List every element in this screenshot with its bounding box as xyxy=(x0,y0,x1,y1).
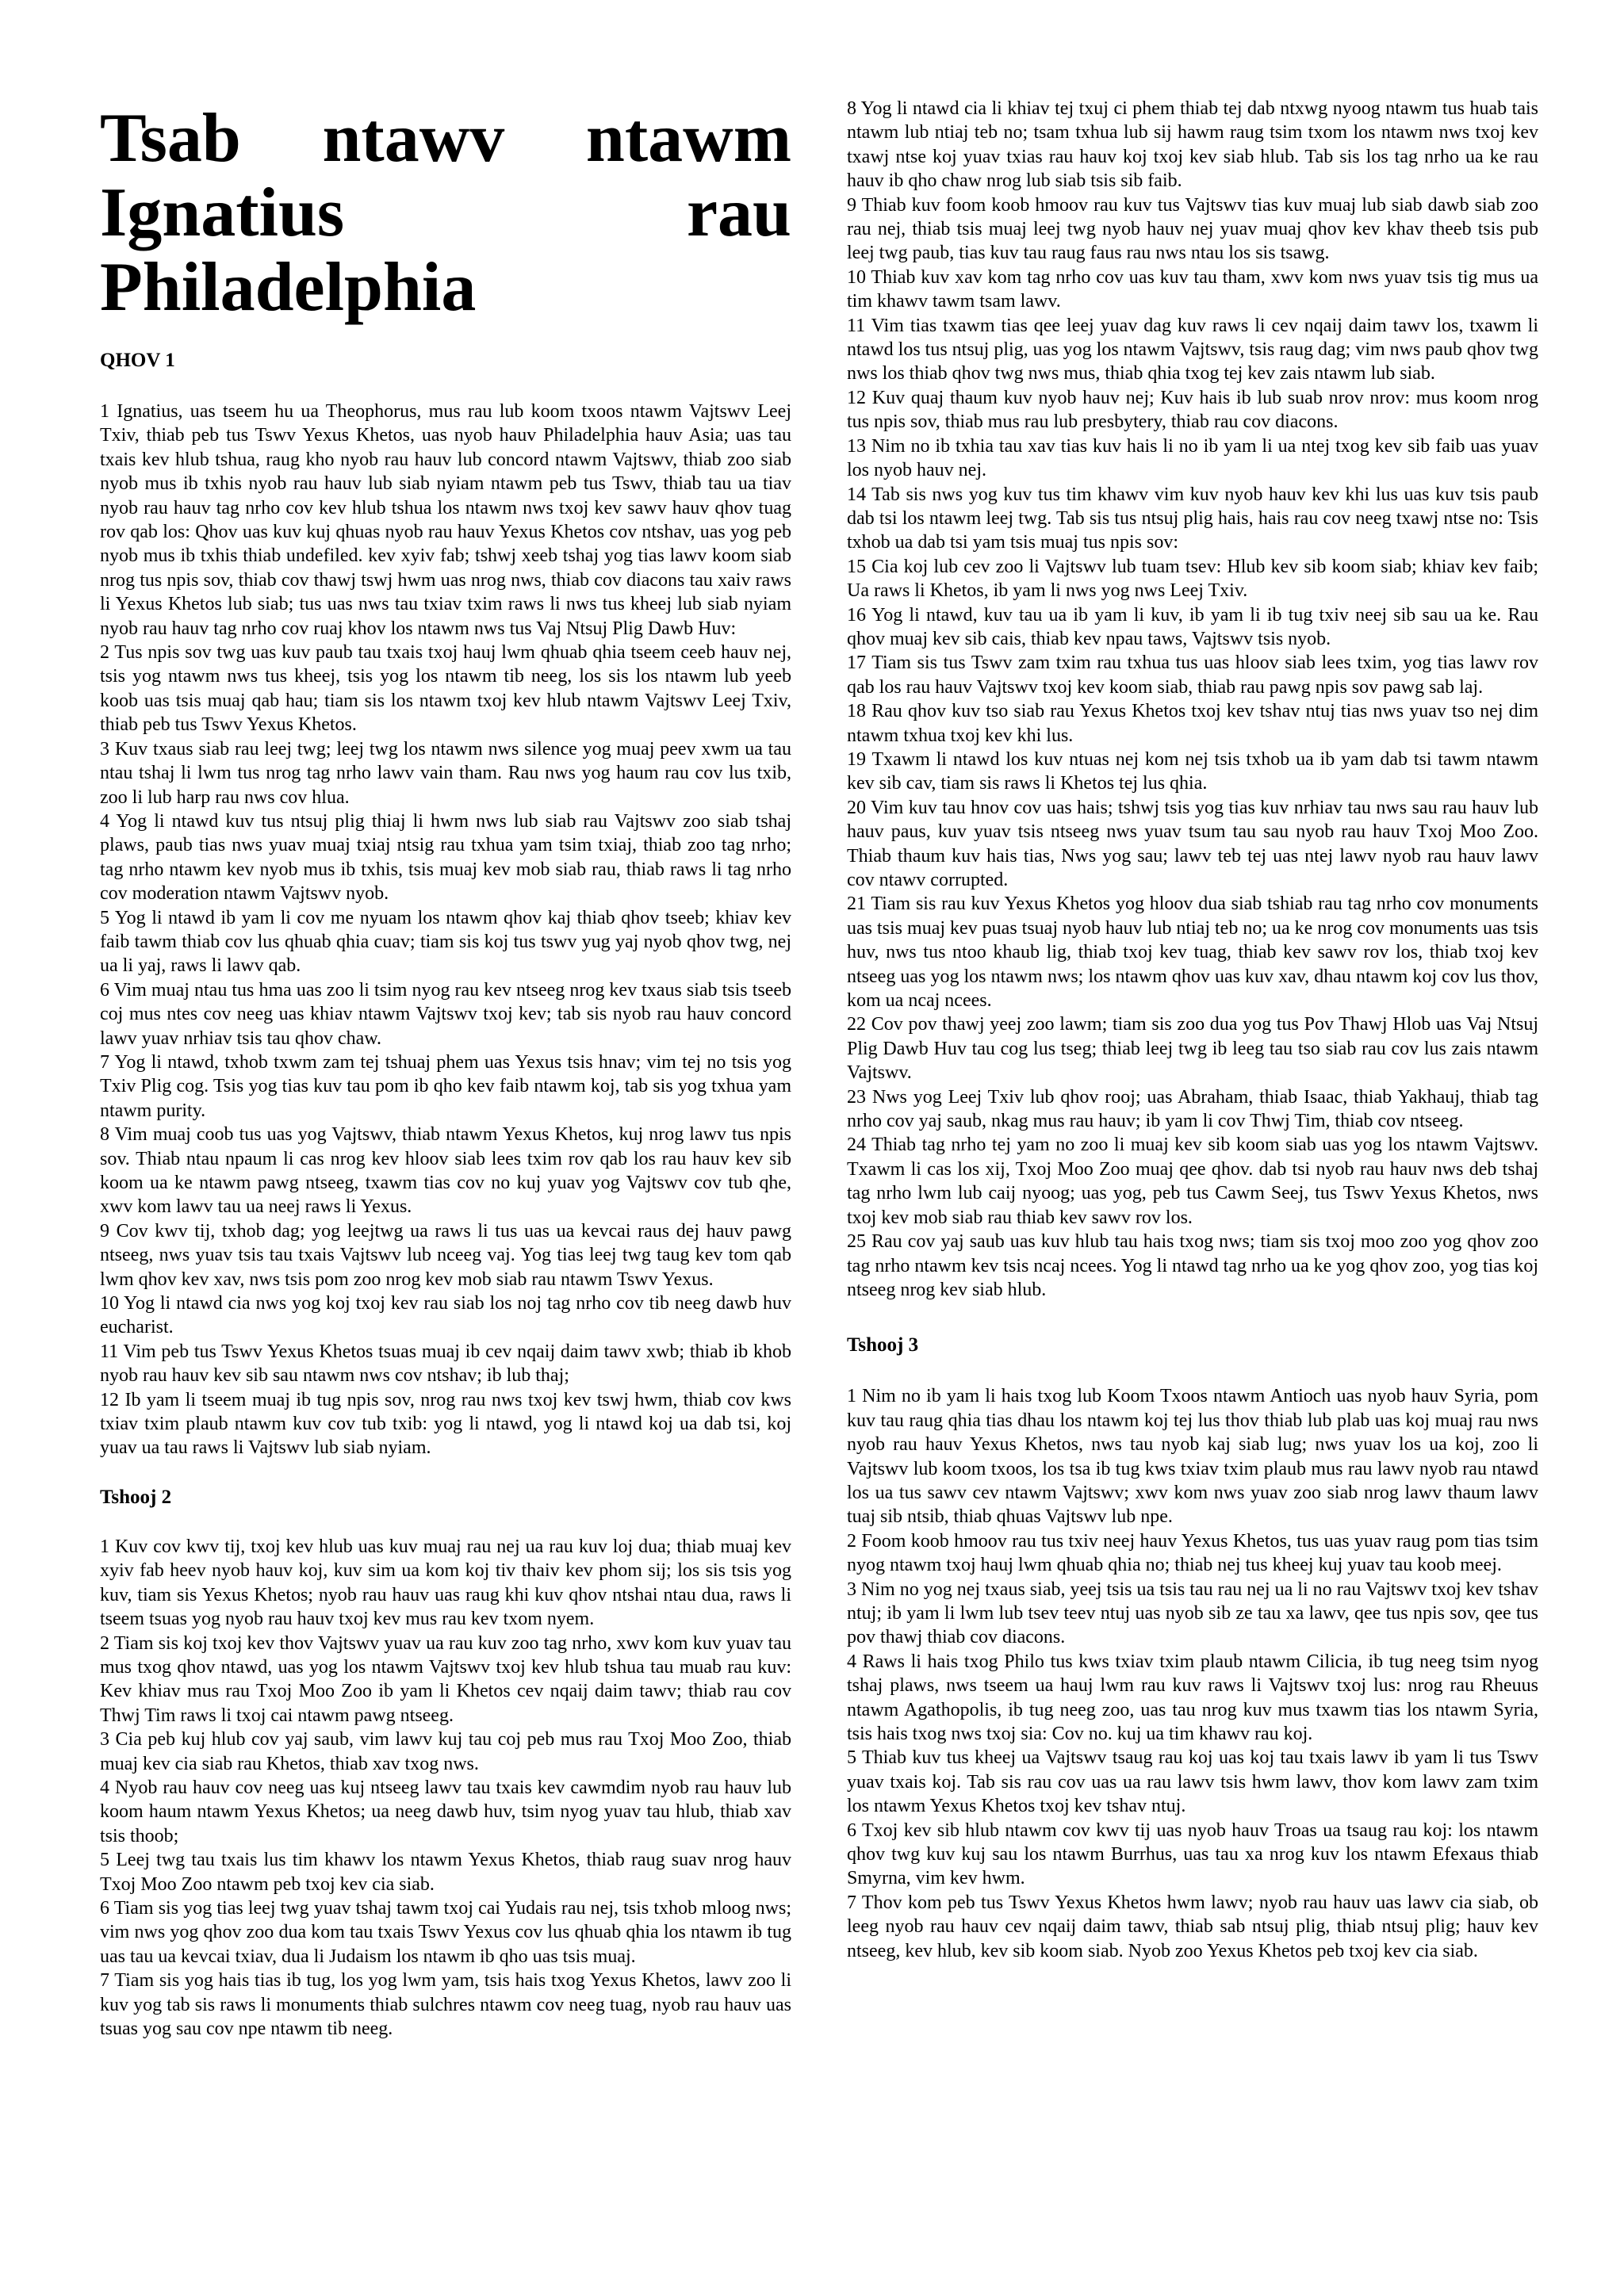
paragraph: 23 Nws yog Leej Txiv lub qhov rooj; uas Abraham, thiab Isaac, thiab Yakhauj, thiab tag nrho cov yaj saub, nkag mus rau hauv; ib yam li cov Thwj Tim, thiab cov ntseeg. xyxy=(847,1086,1538,1132)
paragraph: 7 Tiam sis yog hais tias ib tug, los yog lwm yam, tsis hais txog Yexus Khetos, lawv zoo li kuv yog tab sis raws li monuments thiab sulchres ntawm cov neeg tuag, nyob rau hauv uas tsuas yog sau cov npe ntawm tib neeg. xyxy=(100,1970,791,2039)
paragraph: 4 Nyob rau hauv cov neeg uas kuj ntseeg lawv tau txais kev cawmdim nyob rau hauv lub koom haum ntawm Yexus Khetos; ua neeg dawb huv, tsim nyog yuav tau hlub, thiab xav tsis thoob; xyxy=(100,1777,791,1846)
paragraph: 2 Tus npis sov twg uas kuv paub tau txais txoj hauj lwm qhuab qhia tseem ceeb hauv nej, tsis yog ntawm nws tus kheej, tsis yog los ntawm tib neeg, los sis los ntawm lub yeeb koob uas tsis muaj qab hau; tiam sis los ntawm txoj kev hlub ntawm Vajtswv Leej Txiv, thiab peb tus Tswv Yexus Khetos. xyxy=(100,642,791,736)
section-heading-qhov-1: QHOV 1 xyxy=(100,350,175,371)
paragraph: 1 Kuv cov kwv tij, txoj kev hlub uas kuv muaj rau nej ua rau kuv loj dua; thiab muaj kev xyiv fab heev nyob hauv koj, kuv sim ua kom koj tiv thaiv kev phom sij; los sis tsis yog kuv, tiam sis Yexus Khetos; nyob rau hauv uas raug khi kuv qhov ntshai ntau dua, raws li tseem tsuas yog nyob rau hauv txoj kev mus rau kev txom nyem. xyxy=(100,1536,791,1630)
paragraph: 20 Vim kuv tau hnov cov uas hais; tshwj tsis yog tias kuv nrhiav tau nws sau rau hauv lub hauv paus, kuv yuav tsis ntseeg nws yuav tsum tau sau nyob rau hauv Txoj Moo Zoo. Thiab thaum kuv hais tias, Nws yog sau; lawv teb tej uas ntej lawv nyob rau hauv lawv cov ntawv corrupted. xyxy=(847,797,1538,890)
paragraph: 12 Kuv quaj thaum kuv nyob hauv nej; Kuv hais ib lub suab nrov nrov: mus koom nrog tus npis sov, thiab mus rau lub presbytery, thiab rau cov diacons. xyxy=(847,387,1538,433)
paragraph: 4 Raws li hais txog Philo tus kws txiav txim plaub ntawm Cilicia, ib tug neeg tsim nyog tshaj plaws, nws tseem ua hauj lwm rau kuv raws li Vajtswv txoj lus: nrog rau Rheuus ntawm Agathopolis, ib tug neeg zoo, uas tau nrog kuv mus txawm tias los ntawm Syria, tsis hais txog nws txoj sia: Cov no. kuj ua tim khawv rau koj. xyxy=(847,1651,1538,1744)
paragraph: 22 Cov pov thawj yeej zoo lawm; tiam sis zoo dua yog tus Pov Thawj Hlob uas Vaj Ntsuj Plig Dawb Huv tau cog lus tseg; thiab leej twg ib leeg tau tso siab rau cov lus zais ntawm Vajtswv. xyxy=(847,1014,1538,1084)
paragraph: 2 Tiam sis koj txoj kev thov Vajtswv yuav ua rau kuv zoo tag nrho, xwv kom kuv yuav tau mus txog qhov ntawd, uas yog los ntawm Vajtswv txoj kev hlub tshua tau muab rau kuv: Kev khiav mus rau Txoj Moo Zoo ib yam li Khetos cev nqaij daim tawv; thiab rau cov Thwj Tim raws li txoj cai ntawm pawg ntseeg. xyxy=(100,1632,791,1726)
section-heading-tshooj-3: Tshooj 3 xyxy=(847,1334,919,1357)
paragraph: 11 Vim tias txawm tias qee leej yuav dag kuv raws li cev nqaij daim tawv los, txawm li ntawd los tus ntsuj plig, uas yog los ntawm Vajtswv, tsis raug dag; vim nws paub qhov twg nws los thiab qhov twg nws mus, thiab qhia txog tej kev zais ntawm lub siab. xyxy=(847,315,1538,385)
paragraph: 6 Txoj kev sib hlub ntawm cov kwv tij uas nyob hauv Troas ua tsaug rau koj: los ntawm qhov twg kuv kuj sau los ntawm Burrhus, uas tau xa nrog kuv los ntawm Efexaus thiab Smyrna, vim kev hwm. xyxy=(847,1820,1538,1889)
right-column xyxy=(847,0,1538,1963)
paragraph: 18 Rau qhov kuv tso siab rau Yexus Khetos txoj kev tshav ntuj tias nws yuav tso nej dim ntawm txhua txoj kev khi lus. xyxy=(847,701,1538,746)
paragraph: 2 Foom koob hmoov rau tus txiv neej hauv Yexus Khetos, tus uas yuav raug pom tias tsim nyog ntawm txoj hauj lwm qhuab qhia no; thiab nej tus kheej kuj yuav tau koob meej. xyxy=(847,1530,1538,1576)
paragraph: 9 Cov kwv tij, txhob dag; yog leejtwg ua raws li tus uas ua kevcai raus dej hauv pawg ntseeg, nws yuav tsis tau txais Vajtswv lub nceeg vaj. Yog tias leej twg taug kev tom qab lwm qhov kev xav, nws tsis pom zoo nrog kev mob siab rau ntawm Tswv Yexus. xyxy=(100,1220,791,1290)
paragraph: 12 Ib yam li tseem muaj ib tug npis sov, nrog rau nws txoj kev tswj hwm, thiab cov kws txiav txim plaub ntawm kuv cov tub txib: yog li ntawd, yog li ntawd koj ua dab tsi, koj yuav ua tau raws li Vajtswv lub siab nyiam. xyxy=(100,1389,791,1459)
paragraph: 8 Yog li ntawd cia li khiav tej txuj ci phem thiab tej dab ntxwg nyoog ntawm tus huab tais ntawm lub ntiaj teb no; tsam txhua lub sij hawm raug tsim txom los ntawm nws txoj kev txawj ntse koj yuav txias rau hauv koj txoj kev siab hlub. Tab sis los tag nrho ua ke rau hauv ib qho chaw nrog lub siab tsis sib faib. xyxy=(847,98,1538,192)
paragraph: 11 Vim peb tus Tswv Yexus Khetos tsuas muaj ib cev nqaij daim tawv xwb; thiab ib khob nyob rau hauv kev sib sau ntawm nws cov ntshav; ib lub thaj; xyxy=(100,1341,791,1387)
paragraph: 3 Cia peb kuj hlub cov yaj saub, vim lawv kuj tau coj peb mus rau Txoj Moo Zoo, thiab muaj kev cia siab rau Khetos, thiab xav txog nws. xyxy=(100,1729,791,1774)
left-column xyxy=(100,0,791,2041)
section-body-tshooj-3 xyxy=(847,1384,1538,1963)
paragraph: 10 Thiab kuv xav kom tag nrho cov uas kuv tau tham, xwv kom nws yuav tsis tig mus ua tim khawv tawm tsam lawv. xyxy=(847,266,1538,312)
paragraph: 9 Thiab kuv foom koob hmoov rau kuv tus Vajtswv tias kuv muaj lub siab dawb siab zoo rau nej, thiab tsis muaj leej twg nyob hauv nej yuav muaj qhov kev khav theeb tsis pub leej twg paub, tias kuv tau raug faus rau nws ntau los sis tsawg. xyxy=(847,194,1538,264)
paragraph: 10 Yog li ntawd cia nws yog koj txoj kev rau siab los noj tag nrho cov tib neeg dawb huv eucharist. xyxy=(100,1293,791,1338)
paragraph: 21 Tiam sis rau kuv Yexus Khetos yog hloov dua siab tshiab rau tag nrho cov monuments uas tsis muaj kev puas tsuaj nyob hauv lub ntiaj teb no; ua ke nrog cov monuments uas tsis huv, nws tus ntoo khaub lig, thiab txoj kev tuag, thiab kev sawv rov los, thiab txoj kev ntseeg uas yog los ntawm nws; los ntawm qhov uas kuv xav, dhau ntawm koj cov lus thov, kom ua ncaj ncees. xyxy=(847,894,1538,1012)
paragraph: 25 Rau cov yaj saub uas kuv hlub tau hais txog nws; tiam sis txoj moo zoo yog qhov zoo tag nrho ntawm kev tsis ncaj ncees. Yog li ntawd tag nrho ua ke yog qhov zoo, yog tias koj ntseeg nrog kev siab hlub. xyxy=(847,1231,1538,1300)
paragraph: 14 Tab sis nws yog kuv tus tim khawv vim kuv nyob hauv kev khi lus uas kuv tsis paub dab tsi los ntawm leej twg. Tab sis tus ntsuj plig hais, hais rau cov neeg txawj ntse no: Tsis txhob ua dab tsi yam tsis muaj tus npis sov: xyxy=(847,484,1538,553)
paragraph: 1 Ignatius, uas tseem hu ua Theophorus, mus rau lub koom txoos ntawm Vajtswv Leej Txiv, thiab peb tus Tswv Yexus Khetos, uas nyob hauv Philadelphia hauv Asia; uas tau txais kev hlub tshua, raug kho nyob rau hauv lub concord ntawm Vajtswv, thiab zoo siab nyob mus ib txhis nyob rau hauv lub siab nyiam ntawm peb tus Tswv, thiab tau ua tiav nyob rau hauv tag nrho cov kev hlub tshua los ntawm nws txoj kev sawv hauv qhov tuag rov qab los: Qhov uas kuv kuj qhuas nyob rau hauv Yexus Khetos cov ntshav, uas yog peb nyob mus ib txhis thiab undefiled. kev xyiv fab; tshwj xeeb tshaj yog tias lawv koom siab nrog tus npis sov, thiab cov thawj tswj hwm uas nrog nws, thiab cov diacons tau xaiv raws li Yexus Khetos lub siab; tus uas nws tau txiav txim raws li nws tus kheej lub siab nyiam nyob rau hauv tag nrho cov ruaj khov los ntawm nws tus Vaj Ntsuj Plig Dawb Huv: xyxy=(100,401,791,639)
paragraph: 3 Kuv txaus siab rau leej twg; leej twg los ntawm nws silence yog muaj peev xwm ua tau ntau tshaj li lwm tus nrog tag nrho lawv vain tham. Rau nws yog haum rau cov lus txib, zoo li lub harp rau nws cov hlua. xyxy=(100,738,791,808)
paragraph: 5 Yog li ntawd ib yam li cov me nyuam los ntawm qhov kaj thiab qhov tseeb; khiav kev faib tawm thiab cov lus qhuab qhia cuav; tiam sis koj tus tswv yug yaj nyob qhov twg, nej ua li yaj, raws li lawv qab. xyxy=(100,907,791,977)
paragraph: 16 Yog li ntawd, kuv tau ua ib yam li kuv, ib yam li ib tug txiv neej sib sau ua ke. Rau qhov muaj kev sib cais, thiab kev npau taws, Vajtswv tsis nyob. xyxy=(847,604,1538,649)
document-title: Tsab ntawv ntawm Ignatius rau Philadelphia xyxy=(100,100,791,326)
paragraph: 7 Yog li ntawd, txhob txwm zam tej tshuaj phem uas Yexus tsis hnav; vim tej no tsis yog Txiv Plig cog. Tsis yog tias kuv tau pom ib qho kev faib ntawm koj, tab sis yog txhua yam ntawm purity. xyxy=(100,1051,791,1121)
paragraph: 7 Thov kom peb tus Tswv Yexus Khetos hwm lawv; nyob rau hauv uas lawv cia siab, ob leeg nyob rau hauv cev nqaij daim tawv, thiab sab ntsuj plig, thiab ntsuj plig; hauv kev ntseeg, kev hlub, kev sib koom siab. Nyob zoo Yexus Khetos peb txoj kev cia siab. xyxy=(847,1892,1538,1961)
paragraph: 15 Cia koj lub cev zoo li Vajtswv lub tuam tsev: Hlub kev sib koom siab; khiav kev faib; Ua raws li Khetos, ib yam li nws yog nws Leej Txiv. xyxy=(847,556,1538,602)
paragraph: 24 Thiab tag nrho tej yam no zoo li muaj kev sib koom siab uas yog los ntawm Vajtswv. Txawm li cas los xij, Txoj Moo Zoo muaj qee qhov. dab tsi nyob rau hauv nws deb tshaj tag nrho lwm lub caij nyoog; uas yog, peb tus Cawm Seej, tus Tswv Yexus Khetos, nws txoj kev mob siab rau thiab kev sawv rov los. xyxy=(847,1135,1538,1228)
section-body-tshooj-2-part-2 xyxy=(847,97,1538,1302)
section-heading-tshooj-2: Tshooj 2 xyxy=(100,1486,172,1508)
paragraph: 5 Leej twg tau txais lus tim khawv los ntawm Yexus Khetos, thiab raug suav nrog hauv Txoj Moo Zoo ntawm peb txoj kev cia siab. xyxy=(100,1850,791,1895)
paragraph: 1 Nim no ib yam li hais txog lub Koom Txoos ntawm Antioch uas nyob hauv Syria, pom kuv tau raug qhia tias dhau los ntawm koj tej lus thov thiab lub plab uas koj muaj rau nws nyob rau hauv Yexus Khetos, nws tau nyob kaj siab lug; nws yuav los ua koj, zoo li Vajtswv lub koom txoos, los tsa ib tug kws txiav txim plaub mus rau lawv nyob rau ntawd los ua tus sawv cev ntawm Vajtswv; xwv kom nws yuav zoo siab nrog lawv thaum lawv tuaj sib ntsib, thiab qhuas Vajtswv lub npe. xyxy=(847,1386,1538,1528)
paragraph: 5 Thiab kuv tus kheej ua Vajtswv tsaug rau koj uas koj tau txais lawv ib yam li tus Tswv yuav txais koj. Tab sis rau cov uas ua rau lawv tsis hwm lawv, thov kom lawv zam txim los ntawm Yexus Khetos txoj kev tshav ntuj. xyxy=(847,1747,1538,1817)
paragraph: 6 Vim muaj ntau tus hma uas zoo li tsim nyog rau kev ntseeg nrog kev txaus siab tsis tseeb coj mus ntes cov neeg uas khiav ntawm Vajtswv txoj kev; tab sis nyob rau hauv concord lawv yuav nrhiav tsis tau qhov chaw. xyxy=(100,979,791,1049)
section-body-qhov-1 xyxy=(100,400,791,1460)
paragraph: 13 Nim no ib txhia tau xav tias kuv hais li no ib yam li ua ntej txog kev sib faib uas yuav los nyob hauv nej. xyxy=(847,435,1538,481)
paragraph: 17 Tiam sis tus Tswv zam txim rau txhua tus uas hloov siab lees txim, yog tias lawv rov qab los rau hauv Vajtswv txoj kev koom siab, thiab rau pawg npis sov pawg sab laj. xyxy=(847,652,1538,698)
section-body-tshooj-2-part-1 xyxy=(100,1535,791,2042)
paragraph: 3 Nim no yog nej txaus siab, yeej tsis ua tsis tau rau nej ua li no rau Vajtswv txoj kev tshav ntuj; ib yam li lwm lub tsev teev ntuj uas nyob sib ze tau xa lawv, qee tus npis sov, qee tus pov thawj thiab cov diacons. xyxy=(847,1578,1538,1648)
paragraph: 8 Vim muaj coob tus uas yog Vajtswv, thiab ntawm Yexus Khetos, kuj nrog lawv tus npis sov. Thiab ntau npaum li cas nrog kev hloov siab lees txim rov qab los rau hauv kev sib koom ua ke ntawm pawg ntseeg, txawm tias cov no kuj yuav yog Vajtswv cov tub qhe, xwv kom lawv tau ua neej raws li Yexus. xyxy=(100,1124,791,1218)
paragraph: 6 Tiam sis yog tias leej twg yuav tshaj tawm txoj cai Yudais rau nej, tsis txhob mloog nws; vim nws yog qhov zoo dua kom tau txais Tswv Yexus cov lus qhuab qhia los ntawm ib tug uas tau ua kevcai txiav, dua li Judaism los ntawm ib qho uas tsis muaj. xyxy=(100,1897,791,1967)
paragraph: 19 Txawm li ntawd los kuv ntuas nej kom nej tsis txhob ua ib yam dab tsi tawm ntawm kev sib cav, tiam sis raws li Khetos tej lus qhia. xyxy=(847,748,1538,794)
paragraph: 4 Yog li ntawd kuv tus ntsuj plig thiaj li hwm nws lub siab rau Vajtswv zoo siab tshaj plaws, paub tias nws yuav muaj txiaj ntsig rau txhua yam tsim txiaj, thiab zoo tag nrho; tag nrho ntawm kev nyob mus ib txhis, tsis muaj kev mob siab rau, thiab raws li tag nrho cov moderation ntawm Vajtswv nyob. xyxy=(100,810,791,905)
